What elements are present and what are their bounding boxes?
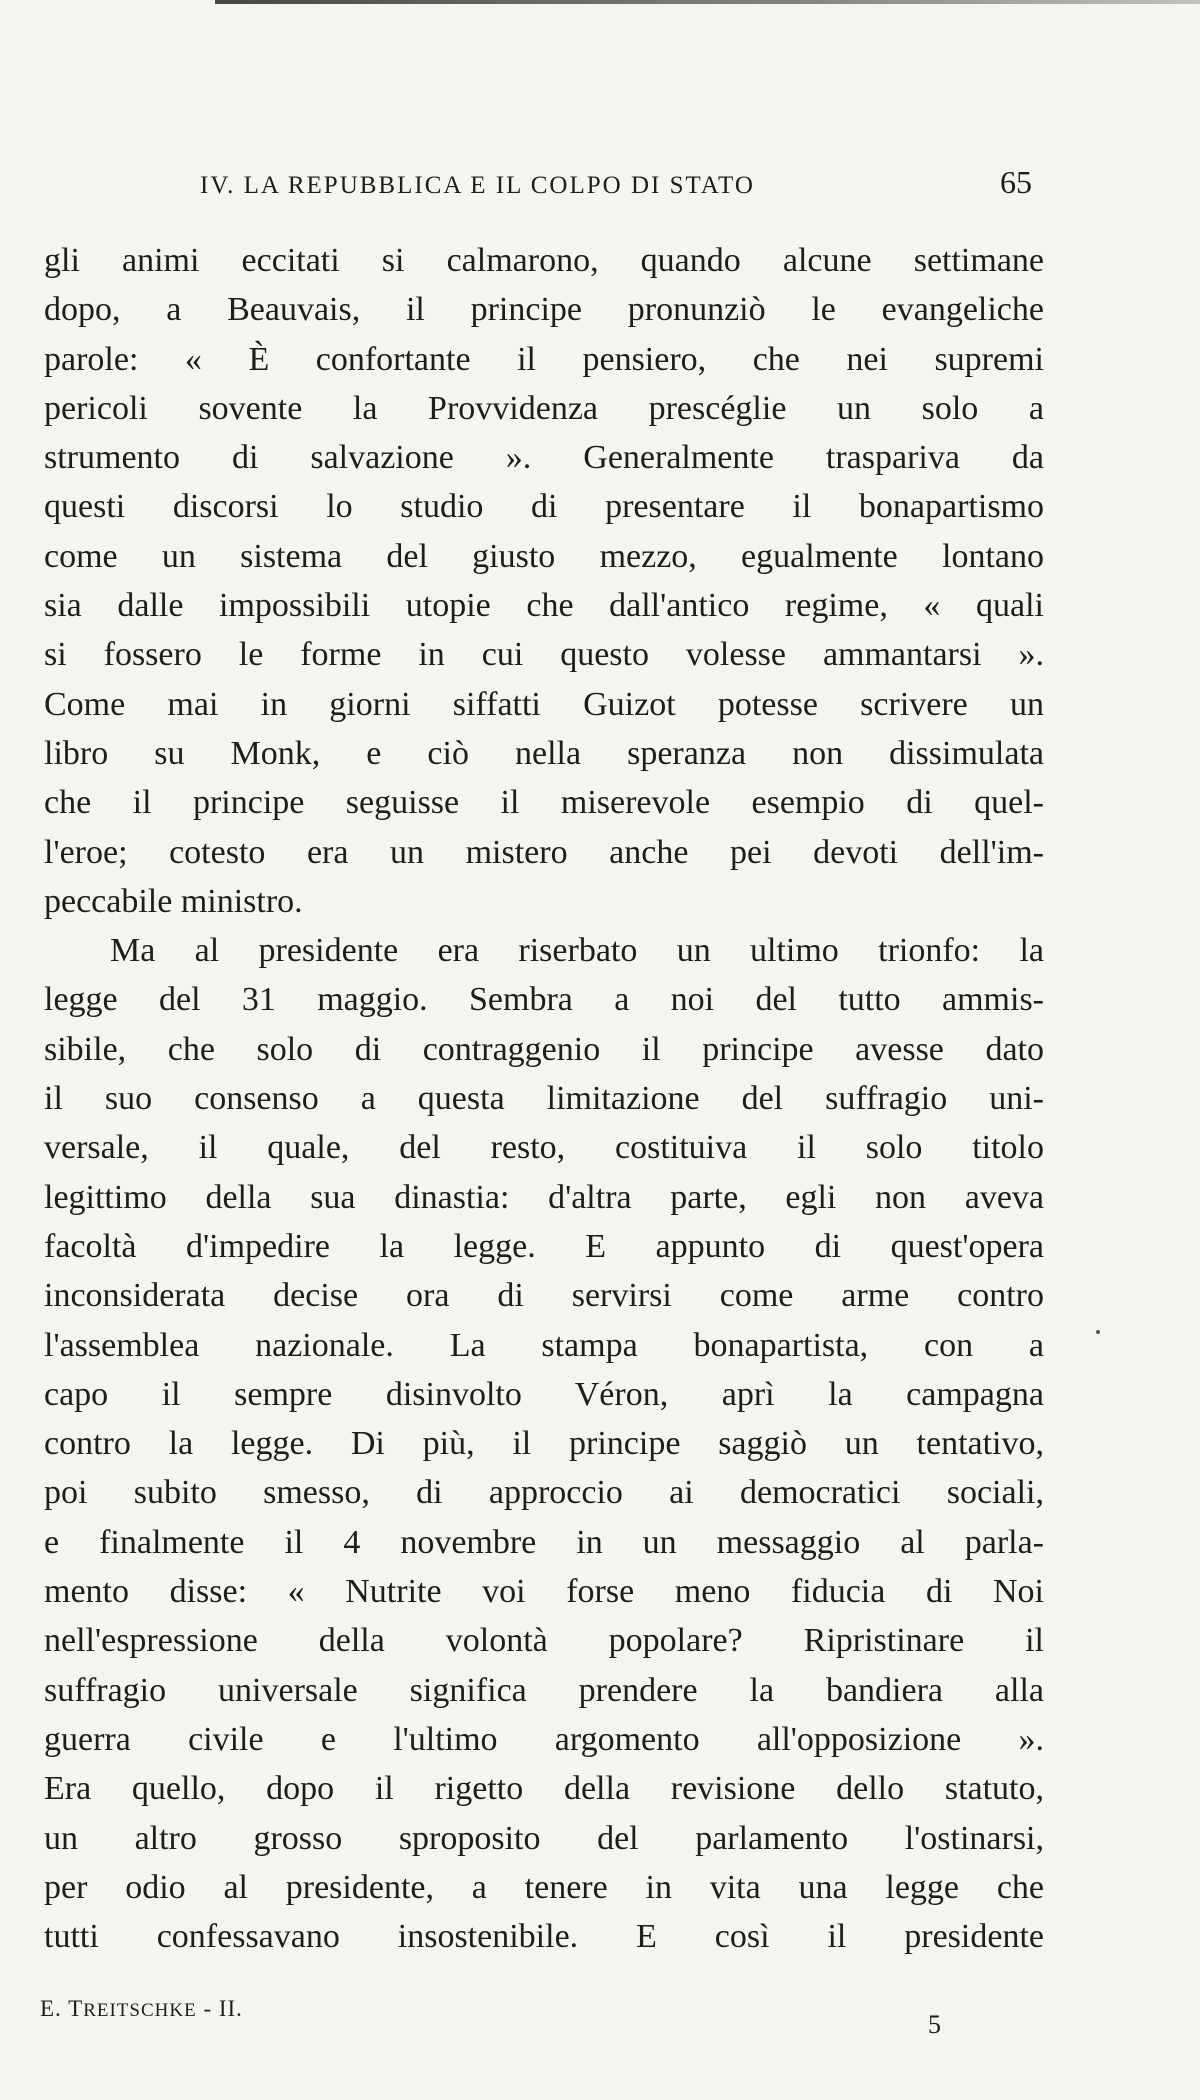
text-line: mento disse: « Nutrite voi forse meno fiducia di Noi	[44, 1573, 1044, 1611]
text-line: libro su Monk, e ciò nella speranza non dissimulata	[44, 734, 1044, 772]
text-line: l'assemblea nazionale. La stampa bonapartista, con a	[44, 1326, 1044, 1364]
printer-signature	[40, 1996, 243, 2022]
running-header	[200, 164, 1032, 204]
text-line: come un sistema del giusto mezzo, egualmente lontano	[44, 537, 1044, 575]
text-line: legittimo della sua dinastia: d'altra parte, egli non aveva	[44, 1178, 1044, 1216]
signature-volume: - II.	[196, 1996, 243, 2021]
text-line: Come mai in giorni siffatti Guizot potesse scrivere un	[44, 685, 1044, 723]
text-line: si fossero le forme in cui questo volesse ammantarsi ».	[44, 636, 1044, 674]
text-line: legge del 31 maggio. Sembra a noi del tutto ammis-	[44, 981, 1044, 1019]
text-line: parole: « È confortante il pensiero, che nei supremi	[44, 340, 1044, 378]
text-line: gli animi eccitati si calmarono, quando alcune settimane	[44, 242, 1044, 279]
text-line: per odio al presidente, a tenere in vita una legge che	[44, 1868, 1044, 1906]
paragraph-start-line: Ma al presidente era riserbato un ultimo trionfo: la	[110, 932, 1044, 970]
paragraph-end-line: peccabile ministro.	[44, 882, 303, 920]
text-line: sibile, che solo di contraggenio il principe avesse dato	[44, 1030, 1044, 1068]
text-line: un altro grosso sproposito del parlamento l'ostinarsi,	[44, 1819, 1044, 1857]
text-line: poi subito smesso, di approccio ai democratici sociali,	[44, 1474, 1044, 1512]
top-border-rule	[215, 0, 1200, 4]
text-line: e finalmente il 4 novembre in un messaggio al parla-	[44, 1523, 1044, 1561]
text-line: pericoli sovente la Provvidenza prescéglie un solo a	[44, 389, 1044, 427]
text-line: versale, il quale, del resto, costituiva il solo titolo	[44, 1129, 1044, 1167]
print-speck	[1096, 1330, 1100, 1334]
text-line: Era quello, dopo il rigetto della revisione dello statuto,	[44, 1770, 1044, 1808]
text-line: suffragio universale significa prendere la bandiera alla	[44, 1671, 1044, 1709]
text-line: inconsiderata decise ora di servirsi come arme contro	[44, 1277, 1044, 1315]
text-line: l'eroe; cotesto era un mistero anche pei devoti dell'im-	[44, 833, 1044, 871]
text-line: sia dalle impossibili utopie che dall'antico regime, « quali	[44, 587, 1044, 625]
sheet-signature-mark: 5	[928, 2010, 941, 2039]
signature-initial: E. T	[40, 1996, 84, 2021]
running-title: IV. LA REPUBBLICA E IL COLPO DI STATO	[200, 172, 755, 199]
text-line: nell'espressione della volontà popolare? Ripristinare il	[44, 1622, 1044, 1660]
signature-author: REITSCHKE	[83, 2000, 197, 2021]
text-line: facoltà d'impedire la legge. E appunto di quest'opera	[44, 1227, 1044, 1265]
text-line: il suo consenso a questa limitazione del suffragio uni-	[44, 1080, 1044, 1118]
text-line: questi discorsi lo studio di presentare il bonapartismo	[44, 488, 1044, 526]
text-line: contro la legge. Di più, il principe saggiò un tentativo,	[44, 1425, 1044, 1463]
text-line: strumento di salvazione ». Generalmente traspariva da	[44, 439, 1044, 477]
text-line: guerra civile e l'ultimo argomento all'opposizione ».	[44, 1720, 1044, 1758]
text-line: che il principe seguisse il miserevole esempio di quel-	[44, 784, 1044, 822]
page-number: 65	[1000, 164, 1032, 200]
body-text	[44, 236, 1044, 1961]
text-line: tutti confessavano insostenibile. E così il presidente	[44, 1918, 1044, 1956]
text-line: dopo, a Beauvais, il principe pronunziò le evangeliche	[44, 291, 1044, 329]
text-line: capo il sempre disinvolto Véron, aprì la campagna	[44, 1375, 1044, 1413]
